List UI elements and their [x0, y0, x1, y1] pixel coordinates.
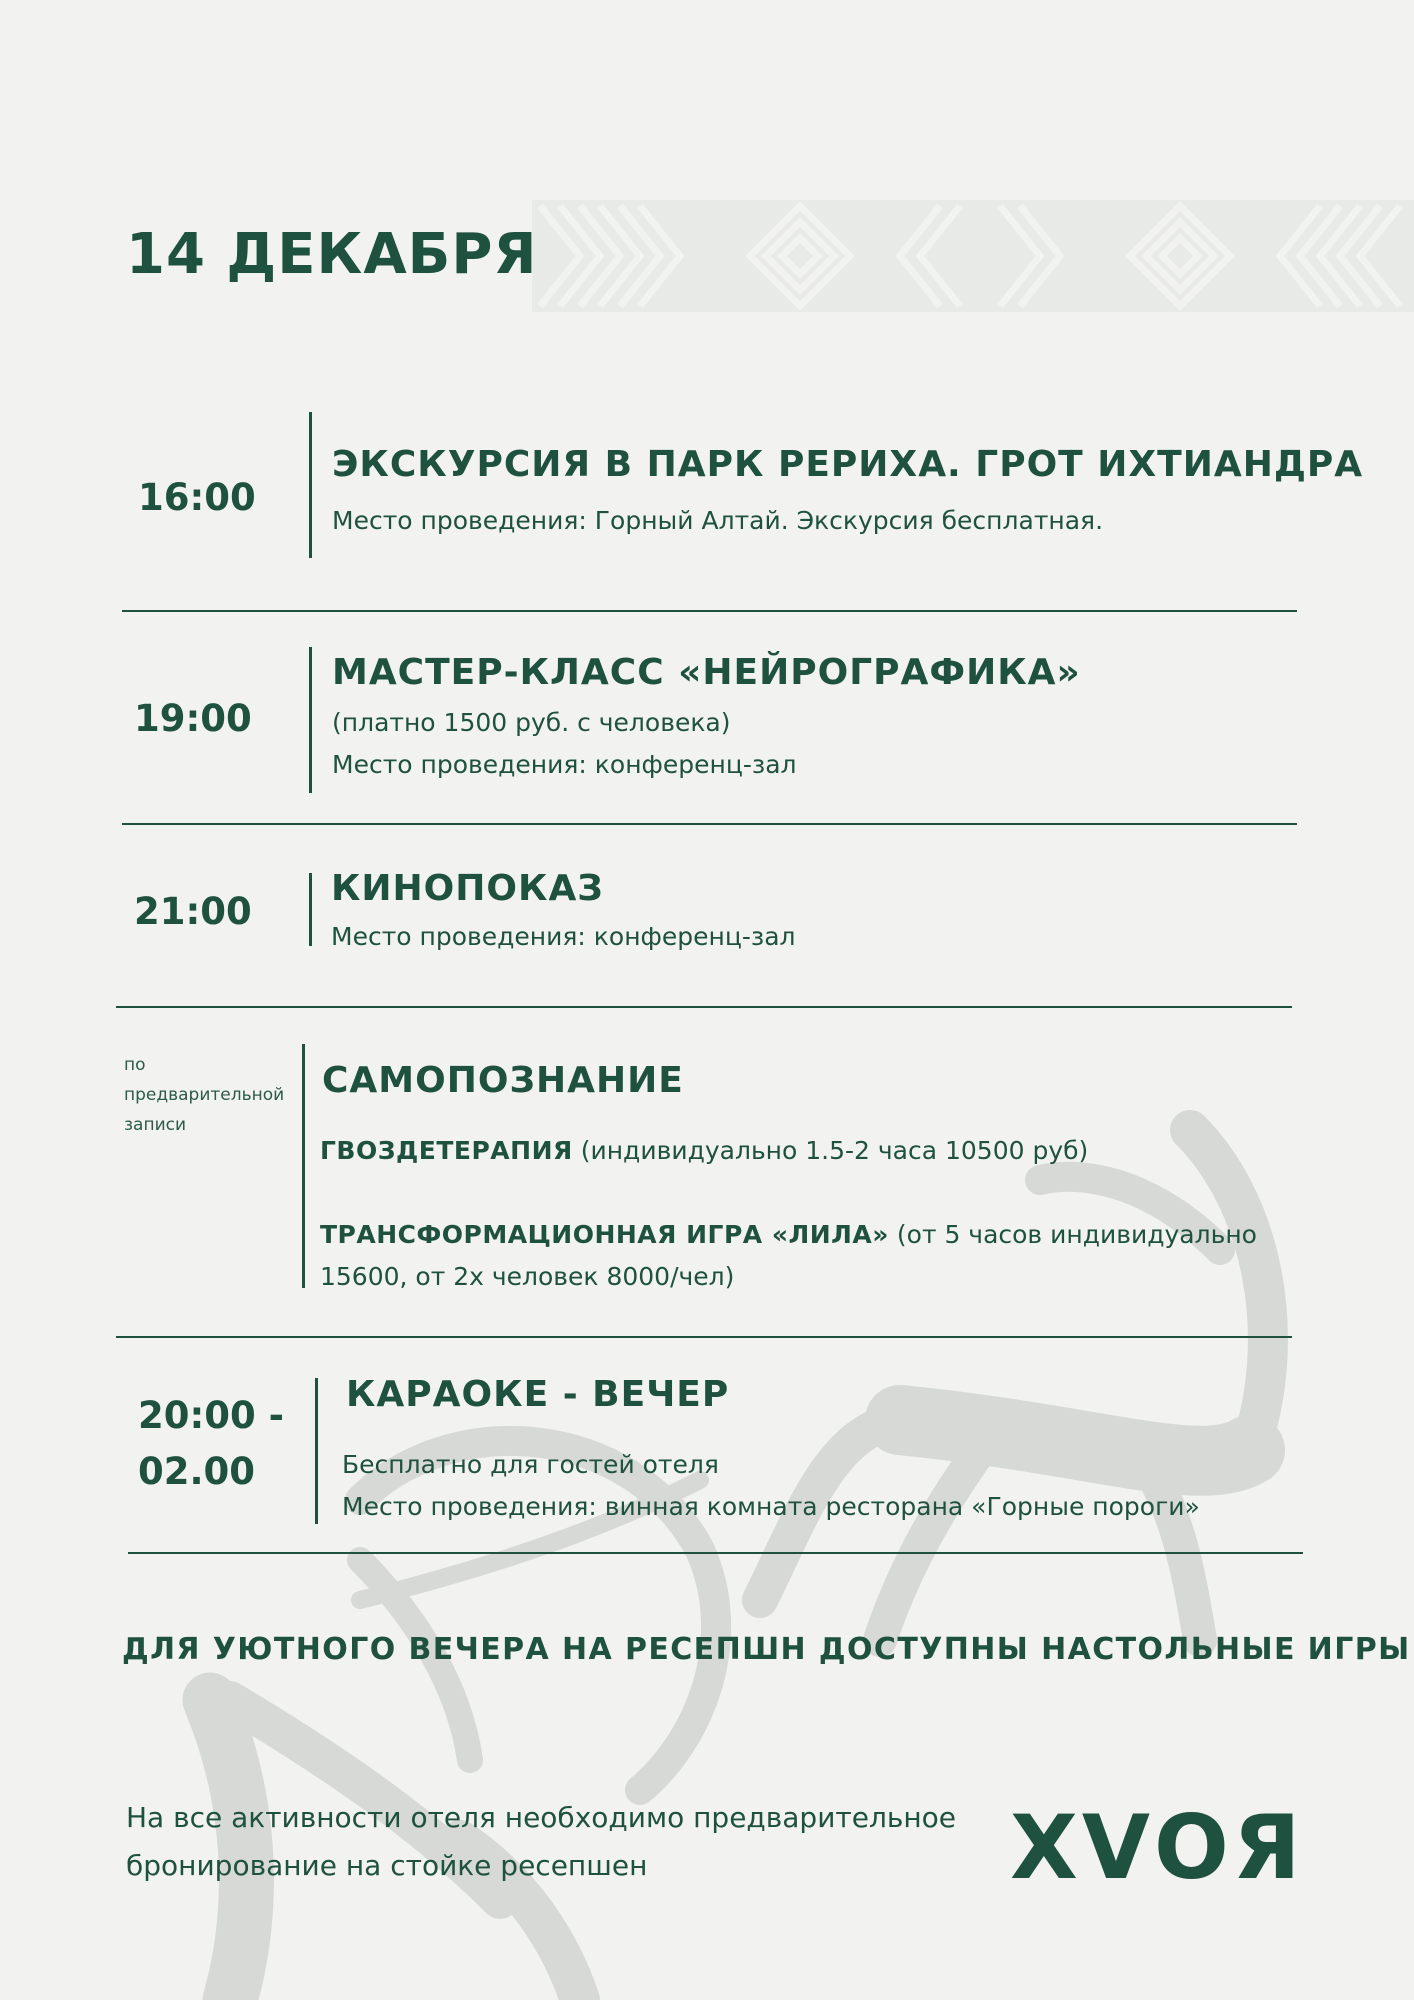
event-title: МАСТЕР-КЛАСС «НЕЙРОГРАФИКА» — [332, 652, 1081, 693]
event-location: Место проведения: винная комната ресторана «Горные пороги» — [342, 1492, 1200, 1521]
event-time: 02.00 — [138, 1450, 256, 1493]
event-title: САМОПОЗНАНИЕ — [322, 1060, 684, 1101]
event-divider — [302, 1044, 305, 1288]
activity-item: ТРАНСФОРМАЦИОННАЯ ИГРА «ЛИЛА» (от 5 часов индивидуально — [320, 1220, 1257, 1249]
activity-item-cont: 15600, от 2х человек 8000/чел) — [320, 1262, 735, 1291]
event-title: КИНОПОКАЗ — [331, 868, 604, 909]
event-time: 19:00 — [134, 697, 252, 740]
section-separator — [122, 823, 1297, 825]
date-title: 14 ДЕКАБРЯ — [126, 222, 538, 287]
hotel-logo: ХVОЯ — [1010, 1796, 1305, 1899]
section-separator — [116, 1336, 1292, 1338]
booking-side-note: по предварительной записи — [124, 1055, 285, 1135]
event-title: ЭКСКУРСИЯ В ПАРК РЕРИХА. ГРОТ ИХТИАНДРА — [332, 444, 1364, 485]
event-divider — [309, 647, 312, 793]
event-time: 21:00 — [134, 890, 252, 933]
booking-note: На все активности отеля необходимо предварительное бронирование на стойке ресепшен — [126, 1801, 957, 1882]
event-time: 20:00 - — [138, 1394, 285, 1437]
event-divider — [315, 1378, 318, 1524]
event-location: Место проведения: конференц-зал — [332, 750, 797, 779]
event-price: (платно 1500 руб. с человека) — [332, 708, 731, 737]
event-note: Бесплатно для гостей отеля — [342, 1450, 719, 1479]
section-separator — [128, 1552, 1303, 1554]
event-divider — [309, 873, 312, 946]
section-separator — [122, 610, 1297, 612]
event-location: Место проведения: конференц-зал — [331, 922, 796, 951]
section-separator — [116, 1006, 1292, 1008]
event-time: 16:00 — [138, 476, 256, 519]
event-divider — [309, 412, 312, 558]
board-games-note: ДЛЯ УЮТНОГО ВЕЧЕРА НА РЕСЕПШН ДОСТУПНЫ НАСТОЛЬНЫЕ ИГРЫ — [122, 1632, 1411, 1667]
ornament-band — [532, 200, 1414, 312]
activity-item: ГВОЗДЕТЕРАПИЯ (индивидуально 1.5-2 часа 10500 руб) — [320, 1136, 1089, 1165]
event-location: Место проведения: Горный Алтай. Экскурсия бесплатная. — [332, 506, 1104, 535]
event-title: КАРАОКЕ - ВЕЧЕР — [346, 1374, 730, 1415]
